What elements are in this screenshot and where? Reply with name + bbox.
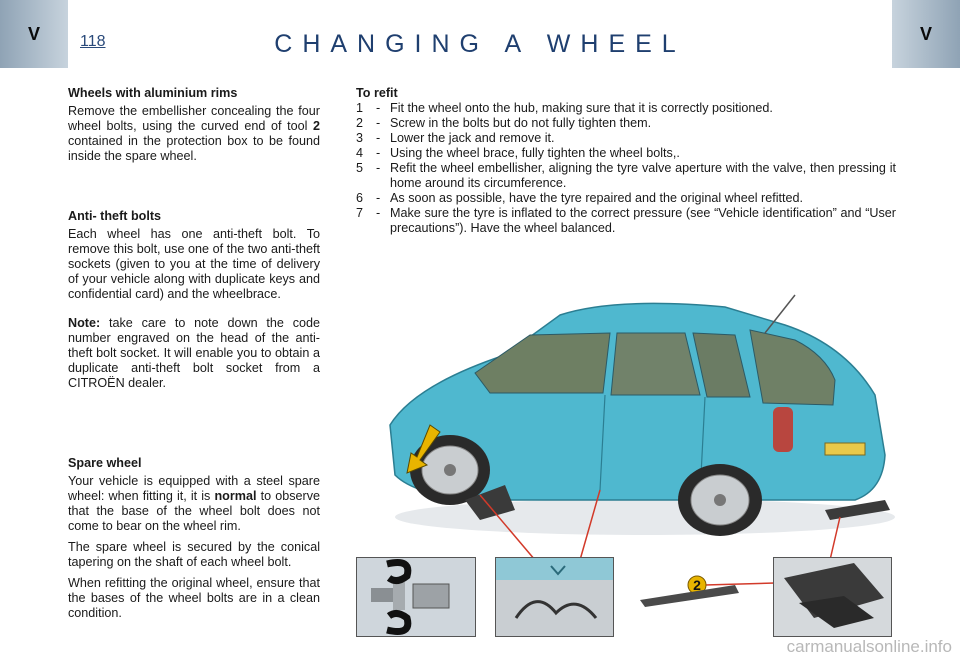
antitheft-text: Each wheel has one anti-theft bolt. To remove this bolt, use one of the two anti-theft sockets (given to you at the time of delivery of your vehicle along with duplicate keys and confidential card) and the wheelbrace. xyxy=(68,227,320,301)
step-text: Lower the jack and remove it. xyxy=(390,131,555,145)
step-number: 2 xyxy=(356,116,364,130)
number-plate xyxy=(825,443,865,455)
spare-wheel-p3: When refitting the original wheel, ensure that the bases of the wheel bolts are in a clean condition. xyxy=(68,576,320,620)
page-number: 118 xyxy=(80,33,106,50)
step-dash: - xyxy=(376,206,381,220)
step-number: 1 xyxy=(356,101,364,115)
callout-number: 2 xyxy=(693,577,701,593)
step-dash: - xyxy=(376,131,381,145)
aluminium-heading: Wheels with aluminium rims xyxy=(68,86,238,100)
step-dash: - xyxy=(376,146,381,160)
step-number: 5 xyxy=(356,161,364,175)
embellisher-icon xyxy=(496,558,613,636)
refit-step xyxy=(356,146,896,161)
step-dash: - xyxy=(376,101,381,115)
refit-step xyxy=(356,191,896,206)
aluminium-section xyxy=(68,86,320,164)
tool-number: 2 xyxy=(312,119,320,133)
inset-tool-box xyxy=(773,557,892,637)
inset-embellisher xyxy=(495,557,614,637)
step-text: Screw in the bolts but do not fully tighten them. xyxy=(390,116,652,130)
window-rear-door xyxy=(611,333,700,395)
step-text: As soon as possible, have the tyre repaired and the original wheel refitted. xyxy=(390,191,804,205)
step-number: 7 xyxy=(356,206,364,220)
step-dash: - xyxy=(376,191,381,205)
step-number: 3 xyxy=(356,131,364,145)
refit-step xyxy=(356,206,896,236)
refit-step xyxy=(356,116,896,131)
tail-light xyxy=(773,407,793,452)
step-text: Refit the wheel embellisher, aligning the tyre valve aperture with the valve, then pressing it home around its circumference. xyxy=(390,161,896,190)
note-label: Note: xyxy=(68,316,101,330)
refit-step xyxy=(356,131,896,146)
spare-wheel-p2: The spare wheel is secured by the conical tapering on the shaft of each wheel bolt. xyxy=(68,540,320,569)
note-text: Note: take care to note down the code number engraved on the head of the anti- theft bolt socket. It will enable you to obtain a duplicate anti-theft bolt socket from a CITROËN dealer. xyxy=(68,316,320,390)
page-header xyxy=(0,0,960,68)
step-text: Using the wheel brace, fully tighten the wheel bolts,. xyxy=(390,146,680,160)
step-number: 4 xyxy=(356,146,364,160)
spare-wheel-heading: Spare wheel xyxy=(68,456,142,470)
refit-heading: To refit xyxy=(356,86,398,100)
spare-wheel-section xyxy=(68,456,320,621)
watermark: carmanualsonline.info xyxy=(786,637,952,656)
antitheft-section xyxy=(68,209,320,391)
window-front xyxy=(475,333,610,393)
section-letter-right: V xyxy=(919,23,932,44)
aluminium-text: Remove the embellisher concealing the four wheel bolts, using the curved end of tool 2 contained in the protection box to be found inside the spare wheel. xyxy=(68,104,320,163)
section-letter-left: V xyxy=(27,23,40,44)
right-column xyxy=(356,86,896,236)
inset-bolt xyxy=(356,557,476,637)
step-dash: - xyxy=(376,161,381,175)
bolt-icon xyxy=(357,558,475,636)
refit-step xyxy=(356,161,896,191)
step-number: 6 xyxy=(356,191,364,205)
refit-steps xyxy=(356,101,896,236)
rear-wheel xyxy=(678,464,762,536)
step-text: Make sure the tyre is inflated to the correct pressure (see “Vehicle identification” and “User precautions”). Have the wheel balanced. xyxy=(390,206,896,235)
tool-box-icon xyxy=(774,558,891,636)
leader-line-callout xyxy=(705,583,775,585)
spare-wheel-p1: Your vehicle is equipped with a steel spare wheel: when fitting it, it is normal to observe that the base of the wheel bolt does not come to bear on the wheel rim. xyxy=(68,474,320,533)
step-text: Fit the wheel onto the hub, making sure that it is correctly positioned. xyxy=(390,101,773,115)
antitheft-heading: Anti- theft bolts xyxy=(68,209,162,223)
step-dash: - xyxy=(376,116,381,130)
refit-step xyxy=(356,101,896,116)
page-title: CHANGING A WHEEL xyxy=(274,30,686,58)
